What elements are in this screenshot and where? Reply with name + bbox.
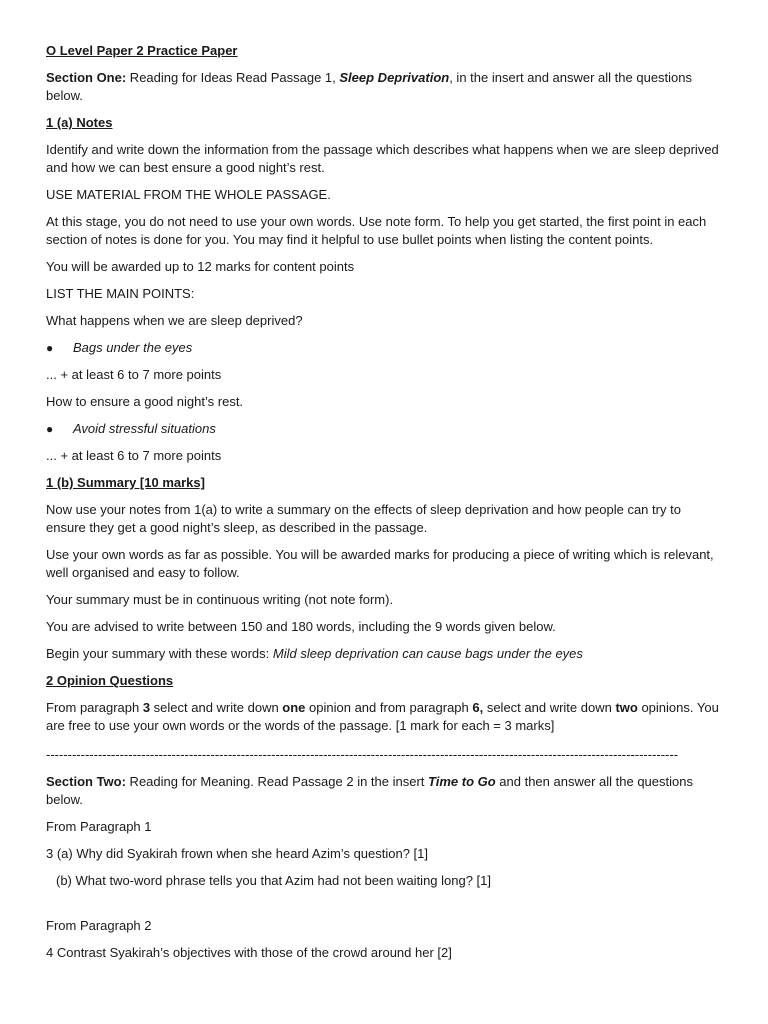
paragraph-2-label: From Paragraph 2	[46, 918, 152, 933]
q1a-subheading-2: How to ensure a good night’s rest.	[46, 394, 244, 409]
q1b-paragraph-1: Now use your notes from 1(a) to write a summary on the effects of sleep deprivation and how people can try to ensure they get a good night’s sleep, as described in the passage.	[46, 502, 681, 535]
spacer	[46, 899, 722, 917]
title-text: O Level Paper 2 Practice Paper	[46, 43, 238, 58]
bullet-item-1	[46, 339, 722, 357]
q1a-subheading-1: What happens when we are sleep deprived?	[46, 313, 303, 328]
q1b-paragraph-4: You are advised to write between 150 and 180 words, including the 9 words given below.	[46, 619, 556, 634]
section-two-intro-b: and then answer all the questions below.	[46, 774, 693, 807]
section-one-intro	[46, 69, 722, 105]
more-points-1: ... + at least 6 to 7 more points	[46, 367, 222, 382]
q2-paragraph-6-ref: 6,	[472, 700, 484, 715]
q1b-heading-text: 1 (b) Summary [10 marks]	[46, 475, 205, 490]
q2-heading	[46, 672, 722, 690]
section-one-intro-a: Reading for Ideas Read Passage 1,	[126, 70, 340, 85]
q2-two: two	[615, 700, 638, 715]
q1b-paragraph-3: Your summary must be in continuous writing (not note form).	[46, 592, 394, 607]
section-one-intro-b: , in the insert and answer all the questions below.	[46, 70, 693, 103]
q1b-paragraph-5	[46, 645, 722, 663]
q1a-paragraph-2: USE MATERIAL FROM THE WHOLE PASSAGE.	[46, 187, 331, 202]
q2-heading-text: 2 Opinion Questions	[46, 673, 174, 688]
q1a-heading	[46, 114, 722, 132]
passage-two-title: Time to Go	[428, 774, 496, 789]
q2-paragraph	[46, 699, 722, 735]
section-divider: --------------------------------------------------------------------------------------------------------------------------------------------------	[46, 747, 679, 762]
passage-one-title: Sleep Deprivation	[339, 70, 450, 85]
section-two-intro	[46, 773, 722, 809]
q2-text-4: select and write down	[483, 700, 616, 715]
bullet-item-1-text: Bags under the eyes	[73, 340, 193, 355]
question-4: 4 Contrast Syakirah’s objectives with those of the crowd around her [2]	[46, 945, 452, 960]
section-one-label: Section One:	[46, 70, 127, 85]
q1a-paragraph-1: Identify and write down the information from the passage which describes what happens when we are sleep deprived and how we can best ensure a good night’s rest.	[46, 142, 719, 175]
bullet-icon: ●	[46, 422, 54, 436]
q1a-paragraph-4: You will be awarded up to 12 marks for content points	[46, 259, 355, 274]
q1b-p5-lead: Begin your summary with these words:	[46, 646, 273, 661]
section-two-label: Section Two:	[46, 774, 126, 789]
q1b-given-words: Mild sleep deprivation can cause bags under the eyes	[272, 646, 583, 661]
q2-text-2: select and write down	[150, 700, 283, 715]
q2-text-5: opinions. You are free to use your own words or the words of the passage. [1 mark for each = 3 marks]	[46, 700, 719, 733]
question-3a: 3 (a) Why did Syakirah frown when she heard Azim’s question? [1]	[46, 846, 429, 861]
q2-paragraph-3-ref: 3	[142, 700, 151, 715]
q2-text-1: From paragraph	[46, 700, 143, 715]
q1b-heading	[46, 474, 722, 492]
q1a-paragraph-5: LIST THE MAIN POINTS:	[46, 286, 195, 301]
more-points-2: ... + at least 6 to 7 more points	[46, 448, 222, 463]
bullet-icon: ●	[46, 341, 54, 355]
bullet-item-2	[46, 420, 722, 438]
question-3b: (b) What two-word phrase tells you that Azim had not been waiting long? [1]	[56, 873, 492, 888]
q2-one: one	[282, 700, 306, 715]
q1a-heading-text: 1 (a) Notes	[46, 115, 113, 130]
page-title	[46, 42, 722, 60]
paragraph-1-label: From Paragraph 1	[46, 819, 152, 834]
q1b-paragraph-2: Use your own words as far as possible. You will be awarded marks for producing a piece of writing which is relevant, well organised and easy to follow.	[46, 547, 714, 580]
document-page	[46, 42, 722, 971]
q1a-paragraph-3: At this stage, you do not need to use your own words. Use note form. To help you get started, the first point in each section of notes is done for you. You may find it helpful to use bullet points when listing the content points.	[46, 214, 707, 247]
bullet-item-2-text: Avoid stressful situations	[73, 421, 216, 436]
section-two-intro-a: Reading for Meaning. Read Passage 2 in the insert	[125, 774, 429, 789]
q2-text-3: opinion and from paragraph	[305, 700, 473, 715]
